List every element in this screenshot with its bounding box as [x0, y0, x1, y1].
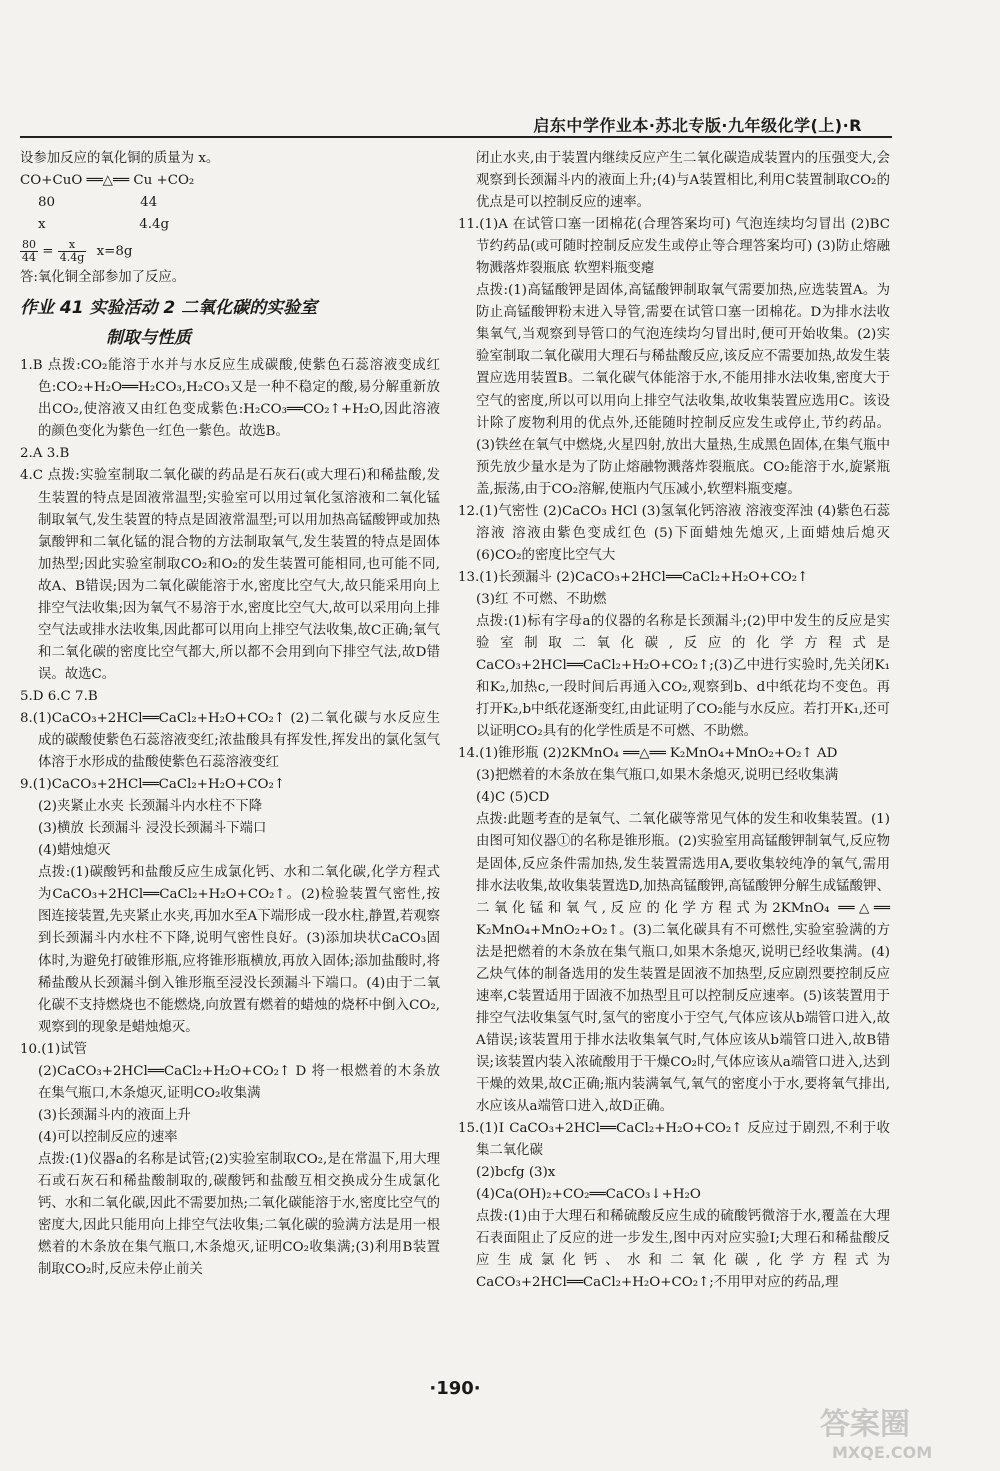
right-column — [458, 148, 890, 1294]
answer-item: (4)Ca(OH)₂+CO₂══CaCO₃↓+H₂O — [476, 1187, 701, 1203]
hint-paragraph: 点拨:(1)由于大理石和稀硫酸反应生成的硫酸钙微溶于水,覆盖在大理石表面阻止了反应的进一步发生,图中丙对应实验Ⅰ;大理石和稀盐酸反应生成氯化钙、水和二氧化碳,化学方程式为CaCO₃+2HCl══CaCl₂+H₂O+CO₂↑;不用甲对应的药品,理 — [476, 1209, 890, 1291]
section-title: 作业 41 实验活动 2 二氧化碳的实验室 — [20, 298, 318, 319]
answer-item: (3)横放 长颈漏斗 浸没长颈漏斗下端口 — [38, 821, 267, 837]
fraction-1: $\frac{80}{44}$ — [22, 238, 36, 265]
answer-item: (3)把燃着的木条放在集气瓶口,如果木条熄灭,说明已经收集满 — [476, 768, 839, 784]
answer-item: (2)CaCO₃+2HCl══CaCl₂+H₂O+CO₂↑ D 将一根燃着的木条放在集气瓶口,木条熄灭,证明CO₂收集满 — [38, 1063, 440, 1101]
answer-item: (2)夹紧止水夹 长颈漏斗内水柱不下降 — [38, 799, 263, 815]
calc-row-1: 80 44 — [38, 195, 158, 211]
hint-paragraph: 点拨:(1)标有字母a的仪器的名称是长颈漏斗;(2)甲中发生的反应是实验室制取二氧化碳,反应的化学方程式是CaCO₃+2HCl══CaCl₂+H₂O+CO₂↑;(3)乙中进行实验时,先关闭K₁和K₂,加热c,一段时间后再通入CO₂,观察到b、d中纸花均不变色。再打开K₂,b中纸花逐渐变红,由此证明了CO₂能与水反应。若打开K₁,还可以证明CO₂具有的化学性质是不可燃、不助燃。 — [476, 613, 890, 740]
answer-item: (4)蜡烛熄灭 — [38, 843, 111, 859]
answer-item: 14.(1)锥形瓶 (2)2KMnO₄ ══△══ K₂MnO₄+MnO₂+O₂↑ AD — [458, 746, 838, 762]
calc-proportion: $\frac{80}{44}$ = $\frac{x}{4.4g}$ x=8g — [22, 238, 133, 265]
answer-item: (3)红 不可燃、不助燃 — [476, 591, 607, 607]
calc-result: x=8g — [96, 244, 133, 260]
hint-continuation: 闭止水夹,由于装置内继续反应产生二氧化碳造成装置内的压强变大,会观察到长颈漏斗内的液面上升;(4)与A装置相比,利用C装置制取CO₂的优点是可以控制反应的速率。 — [476, 151, 890, 211]
answer-item: 11.(1)A 在试管口塞一团棉花(合理答案均可) 气泡连续均匀冒出 (2)BC 节约药品(或可随时控制反应发生或停止等合理答案均可) (3)防止熔融物溅落炸裂瓶底 软塑料瓶变瘪 — [458, 217, 890, 277]
answer-item: 1.B 点拨:CO₂能溶于水并与水反应生成碳酸,使紫色石蕊溶液变成红色:CO₂+H₂O══H₂CO₃,H₂CO₃又是一种不稳定的酸,易分解重新放出CO₂,使溶液又由红色变成紫色:H₂CO₃══CO₂↑+H₂O,因此溶液的颜色变化为紫色一红色一紫色。故选B。 — [20, 358, 440, 440]
answer-item: 10.(1)试管 — [20, 1041, 88, 1057]
answer-item: (3)长颈漏斗内的液面上升 — [38, 1107, 191, 1123]
calc-equation: CO+CuO ══△══ Cu +CO₂ — [20, 173, 195, 189]
left-column — [20, 148, 440, 1281]
hint-paragraph: 点拨:此题考查的是氧气、二氧化碳等常见气体的发生和收集装置。(1)由图可知仪器①的名称是锥形瓶。(2)实验室用高锰酸钾制氧气,反应物是固体,反应条件需加热,发生装置需选用A,要收集较纯净的氧气,需用排水法收集,故收集装置选D,加热高锰酸钾,高锰酸钾分解生成锰酸钾、二氧化锰和氧气,反应的化学方程式为2KMnO₄ ══△══ K₂MnO₄+MnO₂+O₂↑。(3)二氧化碳具有不可燃性,实验室验满的方法是把燃着的木条放在集气瓶口,如果木条熄灭,说明已经收集满。(4)乙炔气体的制备选用的发生装置是固液不加热型,反应剧烈要控制反应速率,C装置适用于固液不加热型且可以控制反应速率。(5)该装置用于排空气法收集氢气时,氢气的密度小于空气,气体应该从b端管口进入,故A错误;该装置用于排水法收集氧气时,气体应该从b端管口进入,故B错误;该装置内装入浓硫酸用于干燥CO₂时,气体应该从a端管口进入,达到干燥的效果,故C正确;瓶内装满氧气,氧气的密度小于水,要将氧气排出,水应该从a端管口进入,故D正确。 — [476, 812, 890, 1115]
answer-item: 12.(1)气密性 (2)CaCO₃ HCl (3)氢氧化钙溶液 溶液变浑浊 (4)紫色石蕊溶液 溶液由紫色变成红色 (5)下面蜡烛先熄灭,上面蜡烛后熄灭 (6)CO₂的密度比空气大 — [458, 503, 890, 563]
answer-item: 13.(1)长颈漏斗 (2)CaCO₃+2HCl══CaCl₂+H₂O+CO₂↑ — [458, 569, 809, 585]
calc-intro: 设参加反应的氧化铜的质量为 x。 — [20, 151, 220, 166]
answer-item: 8.(1)CaCO₃+2HCl══CaCl₂+H₂O+CO₂↑ (2)二氧化碳与水反应生成的碳酸使紫色石蕊溶液变红;浓盐酸具有挥发性,挥发出的氯化氢气体溶于水形成的盐酸使紫色石蕊溶液变红 — [20, 710, 440, 771]
header-title: 启东中学作业本·苏北专版·九年级化学(上)·R — [533, 116, 862, 135]
answer-item: 15.(1)Ⅰ CaCO₃+2HCl══CaCl₂+H₂O+CO₂↑ 反应过于剧烈,不利于收集二氧化碳 — [458, 1121, 890, 1159]
calc-row-2: x 4.4g — [38, 217, 170, 233]
hint-paragraph: 点拨:(1)高锰酸钾是固体,高锰酸钾制取氧气需要加热,应选装置A。为防止高锰酸钾粉末进入导管,需要在试管口塞一团棉花。D为排水法收集氧气,当观察到导管口的气泡连续均匀冒出时,便可开始收集。(2)实验室制取二氧化碳用大理石与稀盐酸反应,该反应不需要加热,故发生装置应选用装置B。二氧化碳气体能溶于水,不能用排水法收集,密度大于空气的密度,所以可以用向上排空气法收集,故收集装置应选用C。该设计除了废物利用的优点外,还能随时控制反应发生或停止,节约药品。(3)铁丝在氧气中燃烧,火星四射,放出大量热,生成黑色固体,在集气瓶中预先放少量水是为了防止熔融物溅落炸裂瓶底。CO₂能溶于水,旋紧瓶盖,振荡,由于CO₂溶解,使瓶内气压减小,软塑料瓶变瘪。 — [476, 283, 890, 497]
fraction-2: $\frac{x}{4.4g}$ — [59, 238, 85, 265]
watermark-line-1: 答案圈 — [820, 1407, 910, 1442]
answer-item: 5.D 6.C 7.B — [20, 688, 98, 704]
page-number: ·190· — [429, 1378, 481, 1399]
page-header — [20, 112, 892, 138]
answer-item: 2.A 3.B — [20, 446, 70, 462]
answer-item: (2)bcfg (3)x — [476, 1165, 556, 1181]
watermark-line-2: MXQE.COM — [832, 1443, 933, 1462]
hint-paragraph: 点拨:(1)仪器a的名称是试管;(2)实验室制取CO₂,是在常温下,用大理石或石灰石和稀盐酸制取的,碳酸钙和盐酸互相交换成分生成氯化钙、水和二氧化碳,因此不需要加热;二氧化碳能溶于水,密度比空气的密度大,因此只能用向上排空气法收集;二氧化碳的验满方法是用一根燃着的木条放在集气瓶口,木条熄灭,证明CO₂收集满;(3)利用B装置制取CO₂时,反应未停止前关 — [38, 1151, 440, 1278]
section-subtitle: 制取与性质 — [106, 328, 191, 349]
answer-item: (4)可以控制反应的速率 — [38, 1129, 178, 1145]
answer-item: 9.(1)CaCO₃+2HCl══CaCl₂+H₂O+CO₂↑ — [20, 777, 286, 793]
answer-item: 4.C 点拨:实验室制取二氧化碳的药品是石灰石(或大理石)和稀盐酸,发生装置的特点是固液常温型;实验室可以用过氧化氢溶液和二氧化锰制取氧气,发生装置的特点是固液常温型;可以用加热高锰酸钾或加热氯酸钾和二氧化锰的混合物的方法制取氧气,发生装置的特点是固体加热型;因此实验室制取CO₂和O₂的发生装置可能相同,也可能不同,故A、B错误;因为二氧化碳能溶于水,密度比空气大,故只能采用向上排空气法收集;因为氧气不易溶于水,密度比空气大,故可以采用向上排空气法或排水法收集,因此都可以用向上排空气法收集,故C正确;氧气和二氧化碳的密度比空气都大,所以都不会用到向下排空气法,故D错误。故选C。 — [20, 468, 440, 682]
hint-paragraph: 点拨:(1)碳酸钙和盐酸反应生成氯化钙、水和二氧化碳,化学方程式为CaCO₃+2HCl══CaCl₂+H₂O+CO₂↑。(2)检验装置气密性,按图连接装置,先夹紧止水夹,再加水至A下端形成一段水柱,静置,若观察到长颈漏斗内水柱不下降,说明气密性良好。(3)添加块状CaCO₃固体时,为避免打破锥形瓶,应将锥形瓶横放,再放入固体;添加盐酸时,将稀盐酸从长颈漏斗倒入锥形瓶至浸没长颈漏斗下端口。(4)由于二氧化碳不支持燃烧也不能燃烧,向放置有燃着的蜡烛的烧杯中倒入CO₂,观察到的现象是蜡烛熄灭。 — [38, 865, 440, 1035]
watermark-logo — [810, 1400, 990, 1464]
calc-answer: 答:氧化铜全部参加了反应。 — [20, 270, 186, 286]
answer-item: (4)C (5)CD — [476, 790, 550, 806]
